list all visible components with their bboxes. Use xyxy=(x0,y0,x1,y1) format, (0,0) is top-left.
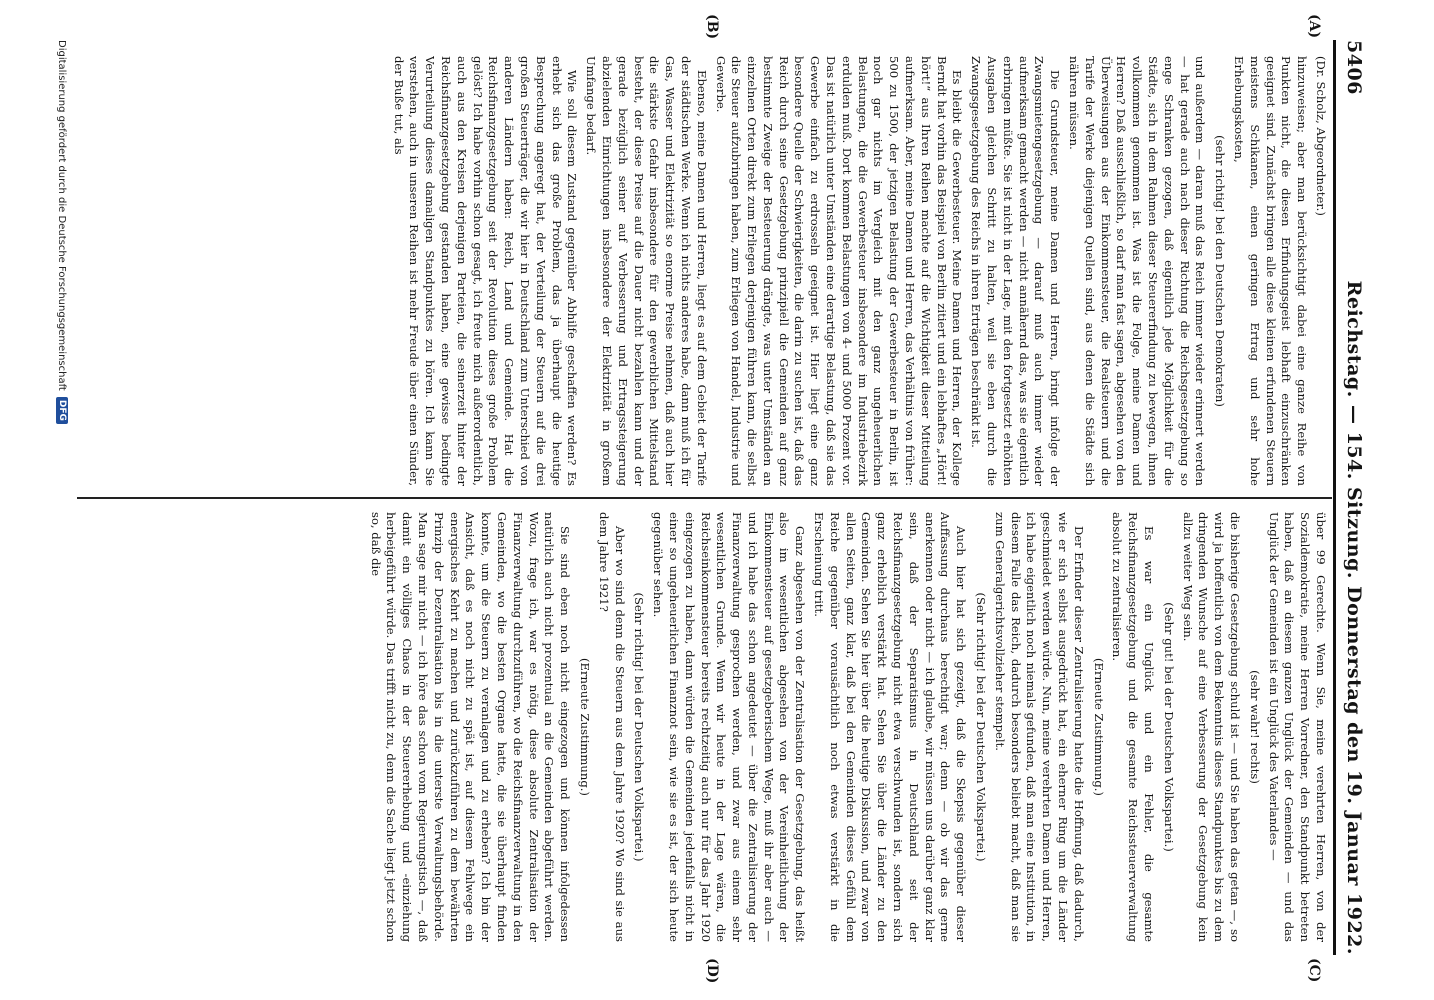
page-header xyxy=(1340,40,1368,955)
column-divider xyxy=(77,497,1332,499)
interjection: (Erneute Zustimmung.) xyxy=(1091,658,1106,796)
paragraph: Der Erfinder dieser Zentralisierung hatte die Hoffnung, daß dadurch, wie er sich selbst ausgedrückt hat, ein eherner Ring um die Länder geschmiedet werden würde. Nun, meine verehrten Damen und Herren, ich habe eigentlich noch niemals gefunden, daß man eine Institution, in diesem Falle das Reich, dadurch besonders beliebt macht, daß man sie zum Generalgerichtsvollzieher stempelt. xyxy=(992,512,1086,942)
digitization-credit xyxy=(56,40,68,955)
page-number: 5406 xyxy=(1343,40,1365,95)
paragraph: (Dr. Scholz, Abgeordneter.) xyxy=(1314,56,1328,216)
interjection: (sehr richtig! bei den Deutschen Demokraten) xyxy=(1213,135,1228,407)
margin-letter-b: (B) xyxy=(704,14,720,40)
margin-letter-d: (D) xyxy=(704,958,720,984)
paragraph: über 99 Gerechte. Wenn Sie, meine verehrten Herren, von der Sozialdemokratie, meine Herren Vorredner, den Standpunkt betreten haben, daß an diesem ganzen Unglück der Gemeinden — und das Unglück der Gemeinden ist ein Unglück des Vaterlandes — xyxy=(1266,512,1328,942)
paragraph: und außerdem — daran muß das Reich immer wieder erinnert werden — hat gerade auch nach dieser Richtung die Reichsgesetzgebung so enge Schranken gezogen, daß eigentlich jede Möglichkeit für die Städte, sich in dem Rahmen dieser Steuererfindung zu bewegen, ihnen vollkommen genommen ist. Was ist die Folge, meine Damen und Herren? Daß ausschließlich, so darf man fast sagen, abgesehen von den Überweisungen aus der Einkommensteuer, die Realsteuern und die Tarife der Werke diejenigen Quellen sind, aus denen die Städte sich nähren müssen. xyxy=(1067,56,1208,486)
paragraph: Die Grundsteuer, meine Damen und Herren, bringt infolge der Zwangsmietengesetzgebung — darauf muß auch immer wieder aufmerksam gemacht werden — nicht annähernd das, was sie eigentlich erbringen müßte. Sie ist nicht in der Lage, mit den fortgesetzt erhöhten Ausgaben gleichen Schritt zu halten, weil sie eben durch die Zwangsgesetzgebung des Reichs in ihren Erträgen beschränkt ist. xyxy=(969,56,1063,486)
interjection: (Sehr richtig! bei der Deutschen Volkspartei.) xyxy=(632,592,647,862)
paragraph: Es bleibt die Gewerbesteuer. Meine Damen und Herren, der Kollege Berndt hat vorhin das Beispiel von Berlin zitiert und ein lebhaftes „Hört! hört!“ aus Ihren Reihen machte auf die Wichtigkeit dieser Mitteilung aufmerksam. Aber, meine Damen und Herren, das Verhältnis von früher: 500 zu 1500, der jetzigen Belastung der Gewerbesteuer in Berlin, ist noch gar nichts im Vergleich mit den ganz ungeheuerlichen Belastungen, die die Gewerbesteuer insbesondere im Industriebezirk erdulden muß. Dort kommen Belastungen von 4- und 5000 Prozent vor. Das ist natürlich unter Umständen eine derartige Belastung, daß sie das Gewerbe einfach zu erdrosseln geeignet ist. Hier liegt eine ganz besondere Quelle der Schwierigkeiten, die darin zu suchen ist, daß das Reich durch seine Gesetzgebung prinzipiell die Gemeinden auf ganz bestimmte Zweige der Besteuerung drängte, was unter Umständen an einzelnen Orten direkt zum Erliegen derjenigen führen kann, die selbst die Steuer aufzubringen haben, zum Erliegen von Handel, Industrie und Gewerbe. xyxy=(713,56,965,486)
paragraph: Es war ein Unglück und ein Fehler, die gesamte Reichsfinanzgesetzgebung und die gesamte Reichssteuerverwaltung absolut zu zentralisieren. xyxy=(1110,512,1157,942)
paragraph: Ganz abgesehen von der Zentralisation der Gesetzgebung, das heißt also im wesentlichen abgesehen von der Vereinheitlichung der Einkommensteuer auf gesetzgeberischem Wege, muß ihr aber auch — und ich habe das schon angedeutet — über die Zentralisierung der Finanzverwaltung gesprochen werden, und zwar aus einem sehr wesentlichen Grunde. Wenn wir heute in der Lage wären, die Reichseinkommensteuer bereits rechtzeitig auch nur für das Jahr 1920 eingezogen zu haben, dann würden die Gemeinden jedenfalls nicht in einer so ungeheuerlichen Finanznot sein, wie sie es ist, der sich heute gegenüber sehen. xyxy=(651,512,808,942)
paragraph: hinzuweisen; aber man berücksichtigt dabei eine ganze Reihe von Punkten nicht, die diesen Erfindungsgeist lebhaft einzuschränken geeignet sind. Zunächst bringen alle diese kleinen erfundenen Steuern meistens Schikanen, einen geringen Ertrag und sehr hohe Erhebungskosten, xyxy=(1232,56,1310,486)
dfg-logo: DFG xyxy=(56,397,68,424)
margin-letter-c: (C) xyxy=(1306,958,1322,983)
paragraph: Auch hier hat sich gezeigt, daß die Skepsis gegenüber dieser Auffassung durchaus berechtigt war; denn — ob wir das gerne anerkennen oder nicht — ich glaube, wir müssen uns darüber ganz klar sein, daß der Separatismus in Deutschland seit der Reichsfinanzgesetzgebung nicht etwa verschwunden ist, sondern sich ganz erheblich verstärkt hat. Sehen Sie über die Länder zu den Gemeinden. Sehen Sie hier über die heutige Diskussion, und zwar von allen Seiten, ganz klar, daß bei den Gemeinden dieses Gefühl dem Reiche gegenüber vorausächtlich noch etwas verstärkt in die Erscheinung tritt. xyxy=(812,512,969,942)
paragraph: die bisherige Gesetzgebung schuld ist — und Sie haben das getan —, so wird ja hoffentlich von dem Bekenntnis dieses Standpunktes bis zu dem dringenden Wunsche auf eine Verbesserung der Gesetzgebung kein allzu weiter Weg sein. xyxy=(1180,512,1243,942)
interjection: (Sehr gut! bei der Deutschen Volkspartei.) xyxy=(1161,602,1176,852)
left-text-column xyxy=(78,56,1328,486)
paragraph: Wie soll diesem Zustand gegenüber Abhilfe geschaffen werden? Es erhebt sich das große Problem, das ja überhaupt die heutige Besprechung angeregt hat, der Verteilung der Steuern auf die drei großen Steuerträger, die wir hier in Deutschland zum Unterschied von anderen Ländern haben: Reich, Land und Gemeinde. Hat die Reichsfinanzgesetzgebung seit der Revolution dieses große Problem gelöst? Ich habe vorhin schon gesagt, ich freute mich außerordentlich, auch aus den Kreisen derjenigen Parteien, die seinerzeit hinter der Reichsfinanzgesetzgebung gestanden haben, eine gewisse bedingte Verurteilung dieses damaligen Standpunktes zu hören. Ich kann Sie verstehen, auch in unseren Reihen ist mehr Freude über einen Sünder, der Buße tut, als xyxy=(391,56,580,486)
margin-letter-a: (A) xyxy=(1306,14,1322,39)
paragraph: Aber wo sind denn die Steuern aus dem Jahre 1920? Wo sind sie aus dem Jahre 1921? xyxy=(596,512,627,942)
credit-text: Digitalisierung gefördert durch die Deutsche Forschungsgemeinschaft xyxy=(56,40,68,391)
interjection: (Sehr richtig! bei der Deutschen Volkspartei.) xyxy=(974,592,989,862)
rotated-newspaper-page xyxy=(40,0,1420,1000)
paragraph: Ebenso, meine Damen und Herren, liegt es auf dem Gebiet der Tarife der städtischen Werke. Wenn ich nichts anderes habe, dann muß ich für Gas, Wasser und Elektrizität so enorme Preise nehmen, daß auch hier die stärkste Gefahr insbesondere für den gewerblichen Mittelstand besteht, der diese Preise auf die Dauer nicht bezahlen kann und der gerade bezüglich seiner auf Verbesserung und Ertragssteigerung abzielenden Einrichtungen insbesondere der Elektrizität in großem Umfange bedarf. xyxy=(584,56,709,486)
interjection: (Erneute Zustimmung.) xyxy=(577,658,592,796)
page-title: Reichstag. — 154. Sitzung. Donnerstag den 19. Januar 1922. xyxy=(1343,280,1365,955)
header-rule xyxy=(1333,40,1336,955)
paragraph: Sie sind eben noch nicht eingezogen und können infolgedessen natürlich auch nicht prozentual an die Gemeinden abgeführt werden. Wozu, frage ich, war es nötig, diese absolute Zentralisation der Finanzverwaltung durchzuführen, wo die Reichsfinanzverwaltung in den Gemeinden, wo die besten Organe hatte, die sie überhaupt finden konnte, um die Steuern zu veranlagen und zu erheben? Ich bin der Ansicht, daß es noch nicht zu spät ist, auf diesem Fehlwege ein energisches Kehrt zu machen und zurückzuführen zu dem bewährten Prinzip der Dezentralisation bis in die unterste Verwaltungsbehörde. Man sage mir nicht — ich höre das schon vom Regierungstisch —, daß damit ein völliges Chaos in der Steuererhebung und -einziehung herbeigeführt würde. Das trifft nicht zu, denn die Sache liegt jetzt schon so, daß die xyxy=(368,512,573,942)
interjection: (sehr wahr! rechts) xyxy=(1247,670,1262,784)
right-text-column xyxy=(78,512,1328,942)
